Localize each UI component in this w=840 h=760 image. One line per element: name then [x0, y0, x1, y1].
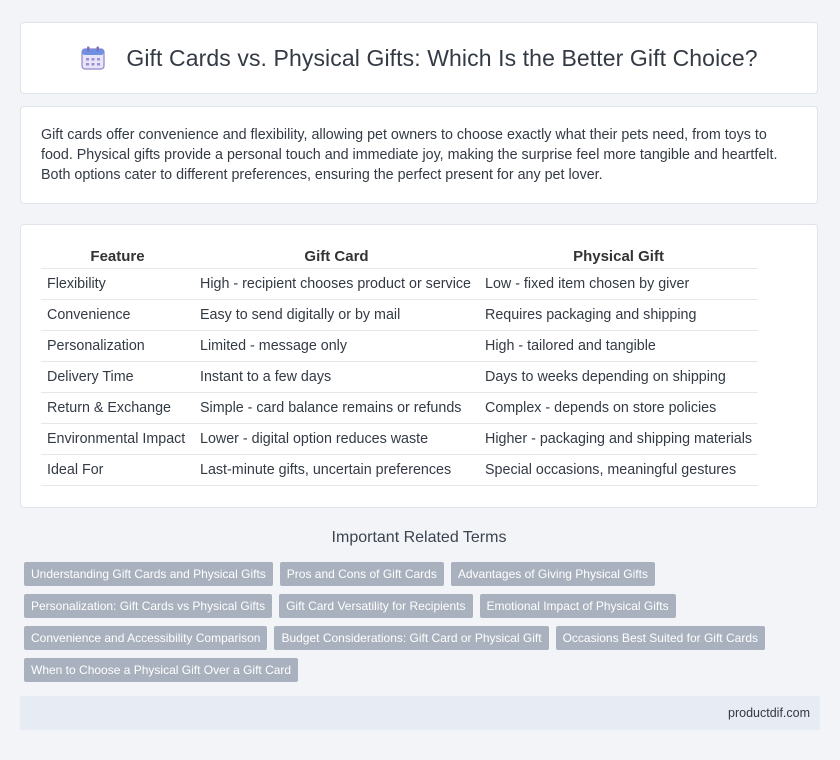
table-cell: Easy to send digitally or by mail [194, 300, 479, 331]
table-row [41, 424, 758, 455]
footer [20, 696, 820, 730]
page-title: Gift Cards vs. Physical Gifts: Which Is the Better Gift Choice? [126, 44, 758, 71]
intro-text: Gift cards offer convenience and flexibility, allowing pet owners to choose exactly what their pets need, from toys to food. Physical gifts provide a personal touch and immediate joy, making the surprise feel more tangible and heartfelt. Both options cater to different preferences, ensuring the perfect present for any pet lover. [41, 127, 778, 183]
table-row [41, 269, 758, 300]
table-cell: High - tailored and tangible [479, 331, 758, 362]
table-cell: Delivery Time [41, 362, 194, 393]
table-cell: Low - fixed item chosen by giver [479, 269, 758, 300]
related-term-link[interactable]: Understanding Gift Cards and Physical Gifts [24, 562, 273, 586]
table-cell: Lower - digital option reduces waste [194, 424, 479, 455]
table-cell: Last-minute gifts, uncertain preferences [194, 455, 479, 486]
calendar-icon [80, 45, 106, 71]
related-term-link[interactable]: Convenience and Accessibility Comparison [24, 626, 267, 650]
table-cell: Limited - message only [194, 331, 479, 362]
table-cell: Simple - card balance remains or refunds [194, 393, 479, 424]
table-row [41, 393, 758, 424]
table-row [41, 455, 758, 486]
table-cell: Environmental Impact [41, 424, 194, 455]
table-row [41, 362, 758, 393]
table-cell: Personalization [41, 331, 194, 362]
comparison-card [20, 224, 818, 508]
table-row [41, 331, 758, 362]
related-terms-tags [24, 562, 814, 690]
related-term-link[interactable]: Gift Card Versatility for Recipients [279, 594, 472, 618]
table-cell: Return & Exchange [41, 393, 194, 424]
table-row [41, 300, 758, 331]
related-term-link[interactable]: Personalization: Gift Cards vs Physical Gifts [24, 594, 272, 618]
related-term-link[interactable]: Pros and Cons of Gift Cards [280, 562, 444, 586]
column-header-physical-gift: Physical Gift [573, 248, 664, 265]
table-cell: Flexibility [41, 269, 194, 300]
column-header-gift-card: Gift Card [304, 248, 369, 265]
related-term-link[interactable]: When to Choose a Physical Gift Over a Gift Card [24, 658, 298, 682]
related-term-link[interactable]: Budget Considerations: Gift Card or Physical Gift [274, 626, 548, 650]
table-cell: Days to weeks depending on shipping [479, 362, 758, 393]
table-cell: Convenience [41, 300, 194, 331]
intro-card [20, 106, 818, 204]
table-cell: Higher - packaging and shipping materials [479, 424, 758, 455]
related-term-link[interactable]: Occasions Best Suited for Gift Cards [556, 626, 765, 650]
related-term-link[interactable]: Emotional Impact of Physical Gifts [480, 594, 676, 618]
table-cell: Complex - depends on store policies [479, 393, 758, 424]
table-cell: High - recipient chooses product or service [194, 269, 479, 300]
related-terms-title: Important Related Terms [331, 529, 507, 546]
footer-site-name: productdif.com [728, 706, 810, 720]
table-header-row [41, 245, 758, 269]
column-header-feature: Feature [90, 248, 145, 265]
table-cell: Ideal For [41, 455, 194, 486]
header-card [20, 22, 818, 94]
related-term-link[interactable]: Advantages of Giving Physical Gifts [451, 562, 655, 586]
table-cell: Instant to a few days [194, 362, 479, 393]
table-cell: Special occasions, meaningful gestures [479, 455, 758, 486]
table-cell: Requires packaging and shipping [479, 300, 758, 331]
comparison-table [41, 245, 758, 486]
